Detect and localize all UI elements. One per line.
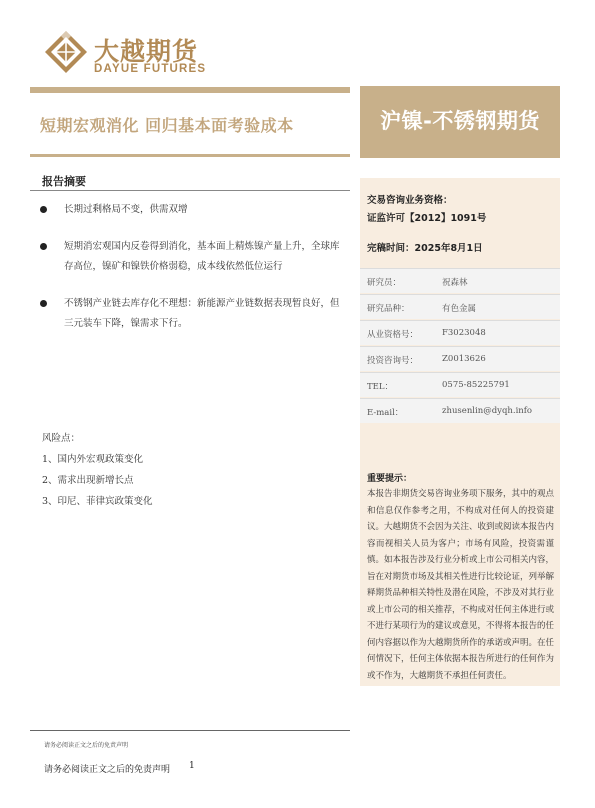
brand-logo xyxy=(44,30,214,80)
qualification-label: 交易咨询业务资格： xyxy=(367,195,453,206)
footer-disclaimer: 请务必阅读正文之后的免责声明 xyxy=(44,765,171,775)
summary-bullet xyxy=(40,200,345,220)
summary-bullet-text: 不锈钢产业链去库存化不理想：新能源产业链数据表现暂良好，但三元装车下降，镍需求下行。 xyxy=(64,298,340,329)
info-value: 有色金属 xyxy=(442,304,477,314)
info-label: E-mail： xyxy=(367,408,404,418)
summary-bullet xyxy=(40,237,345,277)
product-title: 沪镍-不锈钢期货 xyxy=(380,109,540,133)
bullet-dot-icon xyxy=(40,206,47,213)
completion-date: 完稿时间：2025年8月1日 xyxy=(367,243,483,254)
info-label: 研究员： xyxy=(367,278,402,288)
bullet-dot-icon xyxy=(40,300,47,307)
summary-divider xyxy=(30,190,350,191)
info-value: 0575-85225791 xyxy=(442,380,510,390)
info-value[interactable]: zhusenlin@dyqh.info xyxy=(442,406,533,416)
summary-bullet xyxy=(40,294,345,334)
risk-section xyxy=(42,428,153,512)
brand-name-cn: 大越期货 xyxy=(94,37,199,66)
risk-item: 3、印尼、菲律宾政策变化 xyxy=(42,496,153,507)
summary-bullet-text: 短期消宏观国内反卷得到消化，基本面上精炼镍产量上升，全球库存高位，镍矿和镍铁价格弱稳，成本线依然低位运行 xyxy=(64,241,340,272)
summary-heading: 报告摘要 xyxy=(42,175,86,188)
info-row-license xyxy=(360,320,560,345)
risk-item: 1、国内外宏观政策变化 xyxy=(42,454,144,465)
summary-bullet-text: 长期过剩格局不变，供需双增 xyxy=(64,204,188,215)
headline-top-rule xyxy=(30,87,350,93)
risk-item: 2、需求出现新增长点 xyxy=(42,475,134,486)
risk-title: 风险点： xyxy=(42,433,81,444)
product-banner xyxy=(360,86,560,158)
info-label: 投资咨询号： xyxy=(367,356,419,366)
footer-disclaimer-small: 请务必阅读正文之后的免责声明 xyxy=(44,742,129,749)
diamond-logo-icon xyxy=(44,30,88,74)
info-row-researcher xyxy=(360,268,560,293)
notice-text: 本报告非期货交易咨询业务项下服务，其中的观点和信息仅作参考之用，不构成对任何人的投资建议。大越期货不会因为关注、收到或阅读本报告内容而视相关人员为客户；市场有风险，投资需谨慎。如本报告涉及行业分析或上市公司相关内容，旨在对期货市场及其相关性进行比较论证，列举解释期货品种相关特性及潜在风险，不涉及对其行业或上市公司的相关推荐，不构成对任何主体进行或不进行某项行为的建议或意见，不得将本报告的任何内容据以作为大越期货所作的承诺或声明。在任何情况下，任何主体依据本报告所进行的任何作为或不作为，大越期货不承担任何责任。 xyxy=(367,489,555,681)
headline-bottom-rule xyxy=(30,154,350,157)
page-number: 1 xyxy=(189,761,195,771)
bullet-dot-icon xyxy=(40,243,47,250)
brand-name-en: DAYUE FUTURES xyxy=(94,63,207,75)
info-row-advisory-number xyxy=(360,346,560,371)
notice-title: 重要提示： xyxy=(367,474,413,484)
info-label: 从业资格号： xyxy=(367,330,419,340)
info-row-category xyxy=(360,294,560,319)
report-headline: 短期宏观消化 回归基本面考验成本 xyxy=(40,116,294,135)
info-row-tel xyxy=(360,372,560,397)
info-value: 祝森林 xyxy=(442,278,468,288)
footer-rule xyxy=(30,730,350,731)
qualification-license: 证监许可【2012】1091号 xyxy=(367,213,487,224)
info-value: F3023048 xyxy=(442,328,486,338)
info-label: TEL： xyxy=(367,382,394,392)
info-row-email xyxy=(360,398,560,423)
info-value: Z0013626 xyxy=(442,354,486,364)
info-label: 研究品种： xyxy=(367,304,410,314)
